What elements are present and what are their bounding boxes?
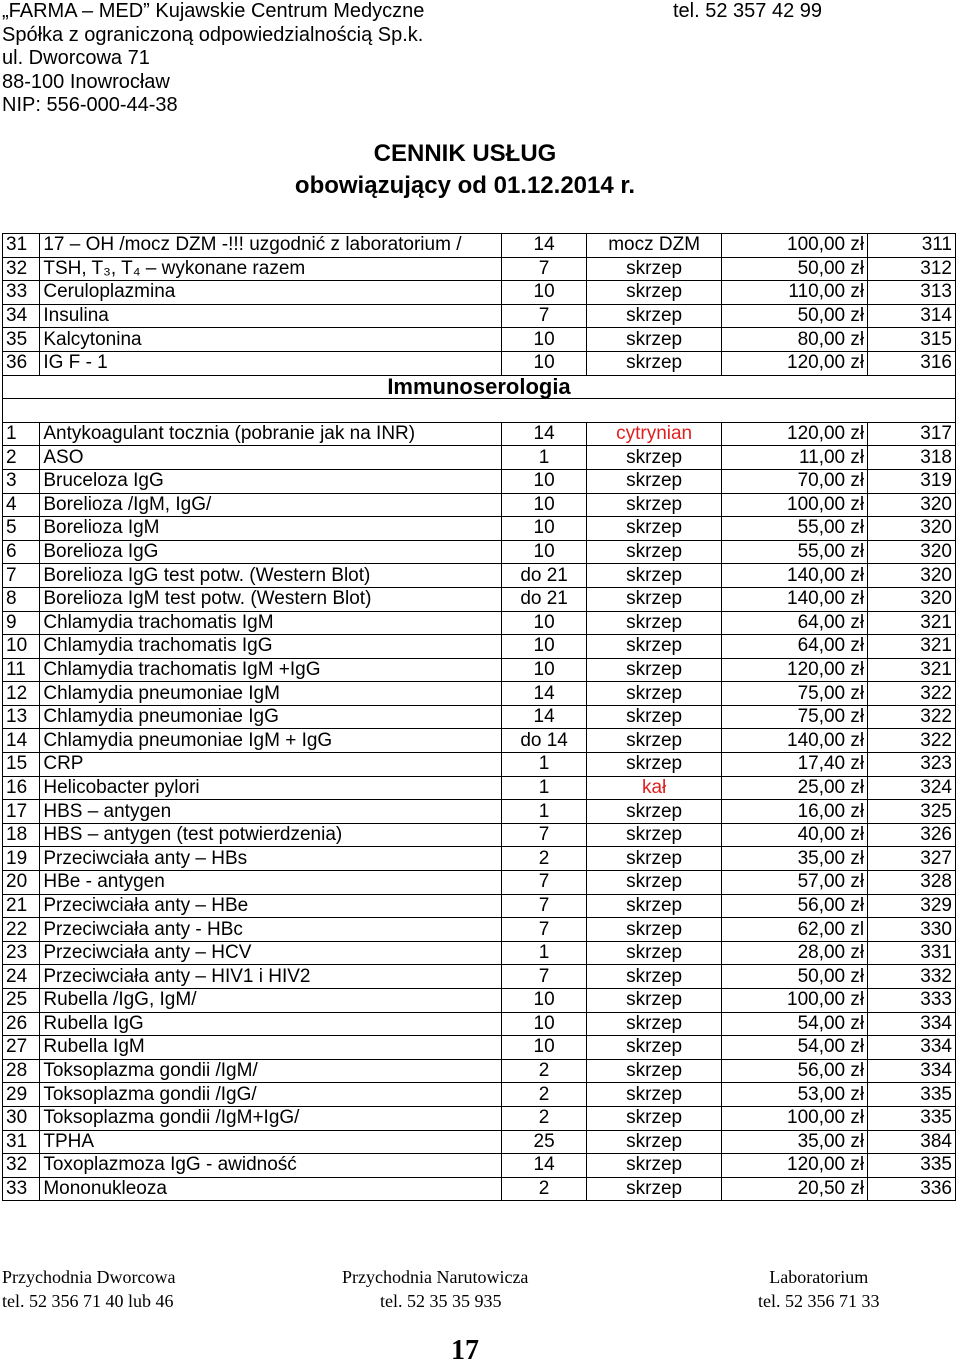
row-number: 1 [3, 422, 40, 446]
test-code: 315 [868, 328, 956, 352]
test-price: 140,00 zł [721, 564, 867, 588]
test-code: 327 [868, 847, 956, 871]
test-code: 332 [868, 965, 956, 989]
sample-material: skrzep [587, 328, 721, 352]
test-name: Przeciwciała anty – HBs [40, 847, 501, 871]
turnaround-days: 10 [501, 635, 587, 659]
table-row [3, 1036, 956, 1060]
document-valid-from: obowiązujący od 01.12.2014 r. [294, 172, 636, 199]
table-row [3, 1106, 956, 1130]
table-row [3, 257, 956, 281]
row-number: 33 [3, 281, 40, 305]
table-row [3, 705, 956, 729]
test-code: 325 [868, 800, 956, 824]
test-code: 334 [868, 1059, 956, 1083]
turnaround-days: 2 [501, 1177, 587, 1201]
test-price: 120,00 zł [721, 1154, 867, 1178]
turnaround-days: 10 [501, 517, 587, 541]
row-number: 18 [3, 823, 40, 847]
sample-material: skrzep [587, 658, 721, 682]
row-number: 12 [3, 682, 40, 706]
sample-material: skrzep [587, 1154, 721, 1178]
test-price: 100,00 zł [721, 234, 867, 258]
row-number: 17 [3, 800, 40, 824]
row-number: 9 [3, 611, 40, 635]
test-price: 35,00 zł [721, 1130, 867, 1154]
row-number: 10 [3, 635, 40, 659]
row-number: 31 [3, 1130, 40, 1154]
sample-material: skrzep [587, 517, 721, 541]
sample-material: skrzep [587, 1036, 721, 1060]
sample-material: skrzep [587, 918, 721, 942]
test-price: 56,00 zł [721, 894, 867, 918]
row-number: 15 [3, 753, 40, 777]
test-name: Toksoplazma gondii /IgM+IgG/ [40, 1106, 501, 1130]
sample-material: skrzep [587, 989, 721, 1013]
sample-material: skrzep [587, 1012, 721, 1036]
table-row [3, 446, 956, 470]
table-row [3, 611, 956, 635]
test-code: 321 [868, 611, 956, 635]
table-row [3, 918, 956, 942]
turnaround-days: 7 [501, 257, 587, 281]
test-price: 25,00 zł [721, 776, 867, 800]
test-name: Przeciwciała anty – HBe [40, 894, 501, 918]
turnaround-days: 7 [501, 823, 587, 847]
table-row [3, 1012, 956, 1036]
turnaround-days: do 21 [501, 587, 587, 611]
sample-material: skrzep [587, 257, 721, 281]
test-code: 326 [868, 823, 956, 847]
table-row [3, 422, 956, 446]
test-code: 321 [868, 635, 956, 659]
sample-material: skrzep [587, 729, 721, 753]
turnaround-days: do 21 [501, 564, 587, 588]
sample-material: skrzep [587, 847, 721, 871]
test-name: Insulina [40, 304, 501, 328]
test-price: 110,00 zł [721, 281, 867, 305]
turnaround-days: 2 [501, 1059, 587, 1083]
row-number: 11 [3, 658, 40, 682]
sample-material: skrzep [587, 894, 721, 918]
row-number: 29 [3, 1083, 40, 1107]
price-table-immuno-section [3, 422, 956, 1201]
test-name: Toksoplazma gondii /IgM/ [40, 1059, 501, 1083]
sample-material: skrzep [587, 1177, 721, 1201]
turnaround-days: 10 [501, 989, 587, 1013]
test-price: 50,00 zł [721, 965, 867, 989]
test-code: 328 [868, 871, 956, 895]
test-name: Przeciwciała anty - HBc [40, 918, 501, 942]
test-name: Borelioza IgM test potw. (Western Blot) [40, 587, 501, 611]
company-city: 88-100 Inowrocław [2, 70, 170, 93]
test-price: 140,00 zł [721, 587, 867, 611]
row-number: 34 [3, 304, 40, 328]
footer-laboratory [758, 1265, 880, 1313]
test-price: 50,00 zł [721, 257, 867, 281]
row-number: 31 [3, 234, 40, 258]
test-code: 316 [868, 351, 956, 375]
table-row [3, 753, 956, 777]
sample-material: skrzep [587, 1083, 721, 1107]
test-code: 384 [868, 1130, 956, 1154]
test-price: 120,00 zł [721, 351, 867, 375]
test-code: 324 [868, 776, 956, 800]
turnaround-days: 10 [501, 281, 587, 305]
company-street: ul. Dworcowa 71 [2, 47, 150, 69]
sample-material: kał [587, 776, 721, 800]
turnaround-days: 10 [501, 540, 587, 564]
table-row [3, 517, 956, 541]
sample-material: cytrynian [587, 422, 721, 446]
test-name: Rubella IgG [40, 1012, 501, 1036]
sample-material: skrzep [587, 540, 721, 564]
test-code: 314 [868, 304, 956, 328]
sample-material: skrzep [587, 753, 721, 777]
test-price: 140,00 zł [721, 729, 867, 753]
turnaround-days: 25 [501, 1130, 587, 1154]
table-row [3, 540, 956, 564]
sample-material: skrzep [587, 351, 721, 375]
sample-material: skrzep [587, 469, 721, 493]
company-name: „FARMA – MED” Kujawskie Centrum Medyczne [2, 0, 425, 22]
section-heading-row [3, 375, 956, 422]
table-row [3, 493, 956, 517]
table-row [3, 469, 956, 493]
test-name: Helicobacter pylori [40, 776, 501, 800]
test-code: 335 [868, 1154, 956, 1178]
turnaround-days: 2 [501, 1083, 587, 1107]
test-name: Chlamydia trachomatis IgG [40, 635, 501, 659]
test-price: 120,00 zł [721, 422, 867, 446]
test-name: Borelioza IgG test potw. (Western Blot) [40, 564, 501, 588]
table-row [3, 351, 956, 375]
turnaround-days: 10 [501, 658, 587, 682]
test-price: 40,00 zł [721, 823, 867, 847]
company-nip: NIP: 556-000-44-38 [2, 94, 178, 116]
footer-lab-name: Laboratorium [769, 1267, 869, 1287]
turnaround-days: 7 [501, 894, 587, 918]
test-price: 55,00 zł [721, 517, 867, 541]
test-code: 322 [868, 705, 956, 729]
turnaround-days: 1 [501, 776, 587, 800]
test-price: 75,00 zł [721, 705, 867, 729]
test-price: 80,00 zł [721, 328, 867, 352]
test-code: 336 [868, 1177, 956, 1201]
footer-clinic-narutowicza [342, 1265, 528, 1313]
row-number: 4 [3, 493, 40, 517]
turnaround-days: 10 [501, 1012, 587, 1036]
test-price: 70,00 zł [721, 469, 867, 493]
turnaround-days: do 14 [501, 729, 587, 753]
test-code: 334 [868, 1012, 956, 1036]
sample-material: skrzep [587, 682, 721, 706]
test-name: TSH, T₃, T₄ – wykonane razem [40, 257, 501, 281]
sample-material: skrzep [587, 823, 721, 847]
test-code: 333 [868, 989, 956, 1013]
turnaround-days: 2 [501, 1106, 587, 1130]
table-row [3, 823, 956, 847]
test-price: 64,00 zł [721, 635, 867, 659]
row-number: 16 [3, 776, 40, 800]
table-row [3, 989, 956, 1013]
table-row [3, 965, 956, 989]
turnaround-days: 14 [501, 682, 587, 706]
test-code: 317 [868, 422, 956, 446]
table-row [3, 682, 956, 706]
turnaround-days: 2 [501, 847, 587, 871]
row-number: 19 [3, 847, 40, 871]
test-code: 320 [868, 540, 956, 564]
row-number: 28 [3, 1059, 40, 1083]
test-price: 75,00 zł [721, 682, 867, 706]
company-phone: tel. 52 357 42 99 [672, 0, 822, 22]
test-price: 55,00 zł [721, 540, 867, 564]
footer-clinic-phone: tel. 52 35 35 935 [380, 1291, 502, 1311]
test-name: Bruceloza IgG [40, 469, 501, 493]
test-price: 54,00 zł [721, 1036, 867, 1060]
test-name: Przeciwciała anty – HIV1 i HIV2 [40, 965, 501, 989]
test-name: Chlamydia pneumoniae IgM [40, 682, 501, 706]
row-number: 22 [3, 918, 40, 942]
turnaround-days: 7 [501, 304, 587, 328]
row-number: 27 [3, 1036, 40, 1060]
sample-material: skrzep [587, 493, 721, 517]
turnaround-days: 1 [501, 800, 587, 824]
section-spacer [3, 399, 956, 423]
test-code: 330 [868, 918, 956, 942]
test-code: 312 [868, 257, 956, 281]
test-name: Borelioza IgG [40, 540, 501, 564]
test-name: HBS – antygen (test potwierdzenia) [40, 823, 501, 847]
turnaround-days: 10 [501, 493, 587, 517]
table-row [3, 635, 956, 659]
sample-material: skrzep [587, 871, 721, 895]
sample-material: skrzep [587, 587, 721, 611]
row-number: 20 [3, 871, 40, 895]
test-price: 20,50 zł [721, 1177, 867, 1201]
test-name: HBS – antygen [40, 800, 501, 824]
price-table [2, 233, 956, 1201]
test-code: 320 [868, 564, 956, 588]
test-code: 335 [868, 1083, 956, 1107]
test-name: Rubella /IgG, IgM/ [40, 989, 501, 1013]
row-number: 7 [3, 564, 40, 588]
row-number: 35 [3, 328, 40, 352]
test-name: Mononukleoza [40, 1177, 501, 1201]
test-price: 100,00 zł [721, 989, 867, 1013]
test-name: Przeciwciała anty – HCV [40, 941, 501, 965]
test-code: 319 [868, 469, 956, 493]
sample-material: skrzep [587, 281, 721, 305]
test-price: 57,00 zł [721, 871, 867, 895]
turnaround-days: 14 [501, 1154, 587, 1178]
table-row [3, 1154, 956, 1178]
sample-material: skrzep [587, 304, 721, 328]
company-legal-form: Spółka z ograniczoną odpowiedzialnością Sp.k. [2, 23, 424, 46]
test-price: 53,00 zł [721, 1083, 867, 1107]
test-name: IG F - 1 [40, 351, 501, 375]
page-number: 17 [451, 1335, 479, 1366]
turnaround-days: 7 [501, 965, 587, 989]
test-price: 11,00 zł [721, 446, 867, 470]
test-name: CRP [40, 753, 501, 777]
test-price: 56,00 zł [721, 1059, 867, 1083]
footer-clinic-phone: tel. 52 356 71 40 lub 46 [2, 1291, 174, 1311]
sample-material: skrzep [587, 800, 721, 824]
sample-material: skrzep [587, 705, 721, 729]
test-name: 17 – OH /mocz DZM -!!! uzgodnić z laboratorium / [40, 234, 501, 258]
table-row [3, 800, 956, 824]
table-row [3, 1059, 956, 1083]
table-row [3, 894, 956, 918]
test-name: Toksoplazma gondii /IgG/ [40, 1083, 501, 1107]
sample-material: skrzep [587, 611, 721, 635]
table-row [3, 871, 956, 895]
company-header [2, 0, 424, 118]
table-row [3, 328, 956, 352]
row-number: 30 [3, 1106, 40, 1130]
test-code: 320 [868, 493, 956, 517]
test-name: Chlamydia pneumoniae IgM + IgG [40, 729, 501, 753]
turnaround-days: 14 [501, 705, 587, 729]
test-name: Antykoagulant tocznia (pobranie jak na INR) [40, 422, 501, 446]
row-number: 8 [3, 587, 40, 611]
row-number: 2 [3, 446, 40, 470]
turnaround-days: 14 [501, 234, 587, 258]
turnaround-days: 10 [501, 1036, 587, 1060]
test-name: Borelioza IgM [40, 517, 501, 541]
test-name: Rubella IgM [40, 1036, 501, 1060]
turnaround-days: 14 [501, 422, 587, 446]
table-row [3, 234, 956, 258]
turnaround-days: 7 [501, 918, 587, 942]
test-code: 329 [868, 894, 956, 918]
turnaround-days: 10 [501, 328, 587, 352]
test-code: 320 [868, 587, 956, 611]
row-number: 26 [3, 1012, 40, 1036]
table-row [3, 1083, 956, 1107]
test-name: Ceruloplazmina [40, 281, 501, 305]
turnaround-days: 10 [501, 469, 587, 493]
test-name: HBe - antygen [40, 871, 501, 895]
row-number: 14 [3, 729, 40, 753]
row-number: 24 [3, 965, 40, 989]
test-code: 321 [868, 658, 956, 682]
table-row [3, 941, 956, 965]
turnaround-days: 1 [501, 753, 587, 777]
row-number: 36 [3, 351, 40, 375]
row-number: 3 [3, 469, 40, 493]
test-price: 35,00 zł [721, 847, 867, 871]
row-number: 33 [3, 1177, 40, 1201]
table-row [3, 564, 956, 588]
row-number: 32 [3, 257, 40, 281]
row-number: 13 [3, 705, 40, 729]
footer-lab-phone: tel. 52 356 71 33 [758, 1291, 880, 1311]
test-code: 313 [868, 281, 956, 305]
sample-material: skrzep [587, 1059, 721, 1083]
turnaround-days: 10 [501, 351, 587, 375]
test-name: Borelioza /IgM, IgG/ [40, 493, 501, 517]
row-number: 32 [3, 1154, 40, 1178]
footer-clinic-dworcowa [2, 1265, 175, 1313]
test-code: 323 [868, 753, 956, 777]
price-table-top-section [3, 234, 956, 376]
table-row [3, 304, 956, 328]
turnaround-days: 10 [501, 611, 587, 635]
table-row [3, 658, 956, 682]
test-code: 320 [868, 517, 956, 541]
row-number: 21 [3, 894, 40, 918]
test-name: ASO [40, 446, 501, 470]
test-name: Toxoplazmoza IgG - awidność [40, 1154, 501, 1178]
table-row [3, 1177, 956, 1201]
test-name: TPHA [40, 1130, 501, 1154]
test-code: 311 [868, 234, 956, 258]
test-name: Chlamydia pneumoniae IgG [40, 705, 501, 729]
table-row [3, 1130, 956, 1154]
turnaround-days: 1 [501, 446, 587, 470]
sample-material: skrzep [587, 941, 721, 965]
test-name: Kalcytonina [40, 328, 501, 352]
sample-material: skrzep [587, 446, 721, 470]
test-price: 16,00 zł [721, 800, 867, 824]
row-number: 5 [3, 517, 40, 541]
table-row [3, 729, 956, 753]
test-code: 322 [868, 682, 956, 706]
table-row [3, 587, 956, 611]
test-price: 17,40 zł [721, 753, 867, 777]
test-price: 64,00 zł [721, 611, 867, 635]
footer-clinic-name: Przychodnia Narutowicza [342, 1267, 529, 1287]
test-code: 322 [868, 729, 956, 753]
table-row [3, 776, 956, 800]
test-price: 54,00 zł [721, 1012, 867, 1036]
section-heading: Immunoserologia [3, 375, 956, 399]
row-number: 25 [3, 989, 40, 1013]
table-row [3, 847, 956, 871]
turnaround-days: 1 [501, 941, 587, 965]
table-row [3, 281, 956, 305]
test-name: Chlamydia trachomatis IgM +IgG [40, 658, 501, 682]
sample-material: skrzep [587, 1106, 721, 1130]
test-price: 50,00 zł [721, 304, 867, 328]
test-price: 62,00 zl [721, 918, 867, 942]
turnaround-days: 7 [501, 871, 587, 895]
test-price: 120,00 zł [721, 658, 867, 682]
row-number: 6 [3, 540, 40, 564]
sample-material: skrzep [587, 564, 721, 588]
sample-material: skrzep [587, 965, 721, 989]
sample-material: skrzep [587, 635, 721, 659]
test-price: 28,00 zł [721, 941, 867, 965]
test-name: Chlamydia trachomatis IgM [40, 611, 501, 635]
test-price: 100,00 zł [721, 493, 867, 517]
row-number: 23 [3, 941, 40, 965]
test-price: 100,00 zł [721, 1106, 867, 1130]
test-code: 331 [868, 941, 956, 965]
document-title: CENNIK USŁUG [373, 140, 557, 167]
test-code: 335 [868, 1106, 956, 1130]
sample-material: mocz DZM [587, 234, 721, 258]
test-code: 318 [868, 446, 956, 470]
test-code: 334 [868, 1036, 956, 1060]
footer-clinic-name: Przychodnia Dworcowa [2, 1267, 176, 1287]
sample-material: skrzep [587, 1130, 721, 1154]
